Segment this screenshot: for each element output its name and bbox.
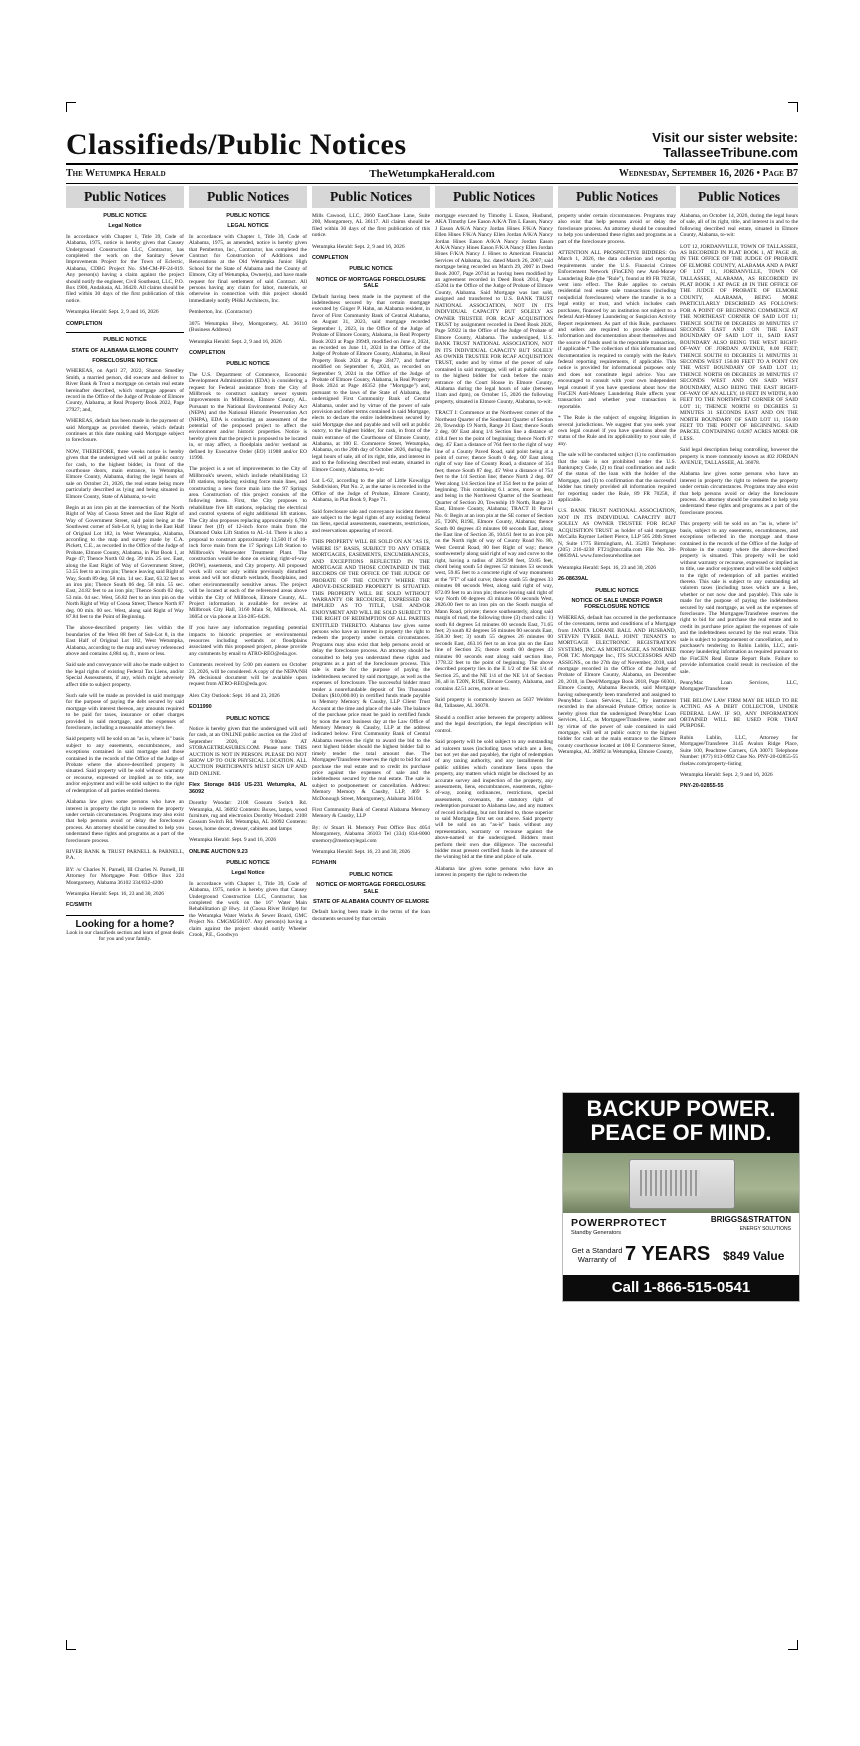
notice-paragraph: Wetumpka Herald: Sept. 2, 9 and 16, 2026 — [312, 243, 405, 250]
house-ad-title: Looking for a home? — [75, 918, 175, 930]
crop-mark — [797, 102, 798, 112]
paper-name: The Wetumpka Herald — [66, 168, 166, 179]
crop-mark — [788, 102, 798, 103]
notice-heading: LEGAL NOTICE — [227, 223, 269, 230]
notice-paragraph: property under certain circumstances. Programs may also exist that help persons avoid or delay the foreclosure process. An attorney should be consulted to help you understand these rights and programs as a part of the foreclosure process. — [558, 213, 676, 245]
notice-paragraph: Alabama law gives some persons who have an interest in property the right to redeem the property under certain circumstances. Programs may also exist that help persons avoid or delay the foreclosure process. An attorney should be consulted to help you understand these rights and programs as a part of the foreclosure process. — [680, 471, 798, 516]
notice-paragraph: Wetumpka Herald: Sept. 9 and 16, 2026 — [189, 837, 277, 844]
notice-paragraph: In accordance with Chapter 1, Title 39, Code of Alabama, 1975, as amended, notice is hereby given that Pemberton, Inc., Contractor, has completed the Contract for Construction of Additions and Renovations at the Old Wetumpka Junior High School for the State of Alabama and the County of Elmore, City of Wetumpka, Owner(s), and have made request for final settlement of said Contract. All persons having any claim for labor, materials, or otherwise in connection with this project should immediately notify PH&J Architects, Inc. — [189, 233, 307, 304]
notice-paragraph: Wetumpka Herald: Sept. 16, 23 and 30, 2026 — [558, 564, 657, 571]
paper-website[interactable]: TheWetumpkaHerald.com — [369, 168, 495, 180]
column-body — [312, 213, 430, 922]
column-header: Public Notices — [312, 186, 430, 208]
notice-paragraph: Comments received by 5:00 pm eastern on October 23, 2026, will be considered. A copy of the NEPA/NH PA decisional document will be available upon request from ATRO-REO@eda.gov. — [189, 662, 307, 688]
notice-paragraph: The sale will be conducted subject (1) to confirmation that the sale is not prohibited under the U.S. Bankruptcy Code, (2) to final confirmation and audit of the status of the loan with the holder of the Mortgage, and (3) to confirmation that the successful bidder has timely provided all information required for reporting under the Rule, 89 FR 70258, if applicable. — [558, 452, 676, 504]
column-body — [435, 213, 553, 879]
house-ad-text: Look in our classifieds section and learn of great deals for you and your family. — [66, 929, 184, 943]
notice-heading: PUBLIC NOTICE — [349, 871, 393, 878]
notice-paragraph: Alex City Outlook: Sept. 16 and 23, 2026 — [189, 692, 280, 699]
ad-headline-line: PEACE OF MIND. — [590, 1120, 772, 1145]
notice-paragraph: THIS PROPERTY WILL BE SOLD ON AN "AS IS, WHERE IS" BASIS, SUBJECT TO ANY OTHER MORTGAGES, EASEMENTS, ENCUMBRANCES, AND EXCEPTIONS REFLECTED IN THE MORTGAGE AND THOSE CONTAINED IN THE RECORDS OF THE OFFICE OF THE JUDGE OF PROBATE OF THE COUNTY WHERE THE ABOVE-DESCRIBED PROPERTY IS SITUATED. THIS PROPERTY WILL BE SOLD WITHOUT WARRANTY OR RECOURSE, EXPRESSED OR IMPLIED AS TO TITLE, USE AND/OR ENJOYMENT AND WILL BE SOLD SUBJECT TO THE RIGHT OF REDEMPTION OF ALL PARTIES ENTITLED THERETO. Alabama law gives some persons who have an interest in property the right to redeem the property under certain circumstances. Programs may also exist that help persons avoid or delay the foreclosure process. An attorney should be consulted to help you understand these rights and programs as a part of the foreclosure process. This sale is made for the purpose of paying the indebtedness secured by said mortgage, as well as the expenses of foreclosure. The successful bidder must tender a nonrefundable deposit of Ten Thousand Dollars ($10,000.00) in certified funds made payable to Memory Memory & Causby, LLP Client Trust Account at the time and place of the sale. The balance of the purchase price must be paid in certified funds by noon the next business day at the Law Office of Memory Memory & Causby, LLP at the address indicated below. First Community Bank of Central Alabama reserves the right to award the bid to the next highest bidder should the highest bidder fail to timely tender the total amount due. The Mortgagee/Transferee reserves the right to bid for and purchase the real estate and to credit its purchase price against the expenses of sale and the indebtedness secured by the real estate. The sale is subject to postponement or cancellation. Address: Memory Memory & Causby, LLP, 469 S. McDonough Street, Montgomery, Alabama 36104. — [312, 539, 430, 802]
notice-heading: PUBLIC NOTICE — [226, 361, 270, 368]
sister-site-link[interactable]: TallasseeTribune.com — [663, 145, 798, 160]
notice-paragraph: TRACT I: Commence at the Northwest corner of the Northeast Quarter of the Southeast Quarter of Section 20, Township 19 North, Range 21 East; thence South 2 deg. 00' East along 1/4 Section line a distance of 418.4 feet to the point of beginning; thence North 87 deg. 45' East a distance of 764 feet to the right of way line of a County Paved Road, said point being at a point of curve; thence South 0 deg. 00' East along right of way line of County Road, a distance of 354 feet; thence South 87 deg. 45' West a distance of 754 feet to the 1/4 Section line; thence North 2 deg. 00' West along 1/4 Section line of 354 feet to the point of beginning. This containing 6.1 acres, more or less, and being in the Northwest Quarter of the Southeast Quarter of Section 20, Township 19 North, Range 21 East, Elmore County, Alabama; TRACT II: Parcel No. 6: Begin at an iron pin at the SE corner of Section 25, T20N, R19E, Elmore County, Alabama; thence South 00 degrees 43 minutes 00 seconds East, along the East line of Section 36, 104.61 feet to an iron pin on the North right of way of County Road No. 80, West Central Road, 80 feet Right of way; thence southwesterly along said right of way and curve to the right, having a radius of 2829.98 feet, 59.85 feet, chord being south 54 degrees 52 minutes 53 seconds west, 59.85 feet to a concrete right of way monument at the "FT" of said curve; thence south 55 degrees 33 minutes 08 seconds West, along said right of way, 872.09 feet to an iron pin; thence leaving said right of way North 00 degrees 43 minutes 00 seconds West, 2826.00 feet to an iron pin on the South margin of Mann Road, private; thence southeasterly, along said margin of road, the following three (3) chord calls: 1) south 84 degrees 54 minutes 00 seconds East, 71.65 feet; 2) south 82 degrees 56 minutes 00 seconds East, 358.30 feet; 3) south 55 degrees 26 minutes 00 seconds East, 463.16 feet to an iron pin on the East line of Section 25; thence south 00 degrees 43 minutes 00 seconds east along said section line, 1778.32 feet to the point of beginning. The above described property lies in the E 1/2 of the SE 1/4 of Section 25, and the NE 1/4 of the NE 1/4 of Section 36, all in T20N, R19E, Elmore County, Alabama, and contains 42.51 acres, more or less. — [435, 410, 553, 692]
notice-paragraph: Wetumpka Herald: Sept. 16, 23 and 30, 2026 — [66, 890, 165, 897]
notice-column — [558, 186, 676, 1626]
crop-mark — [66, 102, 67, 112]
notice-paragraph: Pemberton, Inc. (Contractor) — [189, 309, 252, 316]
notice-paragraph: This property will be sold on an "as is, where is" basis, subject to any easements, encumbrances, and exceptions reflected in the mortgage and those contained in the records of the Office of the Judge of Probate in the county where the above-described property is situated. This property will be sold without warranty or recourse, expressed or implied as to title, use and/or enjoyment and will be sold subject to the right of redemption of all parties entitled thereto. This sale is subject to any outstanding ad valorem taxes (including taxes which are a lien, whether or not now due and payable). This sale is made for the purpose of paying the indebtedness secured by said mortgage, as well as the expenses of foreclosure. The Mortgagee/Transferee reserves the right to bid for and purchase the real estate and to credit its purchase price against the expenses of sale and the indebtedness secured by the real estate. This sale is subject to postponement or cancellation, and to purchaser's tendering to Rubin Lublin, LLC, anti-money laundering information as required pursuant to the FinCEN Real Estate Report Rule. Failure to provide information could result in rescission of the sale. — [680, 521, 798, 675]
notice-heading: NOTICE OF MORTGAGE FORECLOSURE SALE — [316, 276, 426, 290]
sister-site-label: Visit our sister website: — [652, 130, 798, 145]
notice-heading: PUBLIC NOTICE — [226, 213, 270, 219]
column-header: Public Notices — [435, 186, 553, 208]
notice-paragraph: WHEREAS, on April 27, 2022, Sharon Smedley Smith, a married person, did execute and deliver to River Bank & Trust a mortgage on certain real estate hereinafter described, which mortgage appears of record in the Office of the Judge of Probate of Elmore County, Alabama, at Real Property Book 2022, Page 27927; and, — [66, 368, 184, 413]
crop-mark — [788, 1649, 798, 1650]
notice-code: COMPLETION — [66, 320, 103, 327]
notice-paragraph: Alabama, on October 14, 2026, during the legal hours of sale, all of its right, title, and interest in and to the following described real estate, situated in Elmore County, Alabama, to-wit: — [680, 213, 798, 239]
notice-paragraph: The U.S. Department of Commerce, Economic Development Administration (EDA) is considering a request for Federal assistance from the City of Millbrook to construct sanitary sewer system improvements in Millbrook, Elmore County, AL. Pursuant to the National Environmental Policy Act (NEPA) and the National Historic Preservation Act (NHPA), EDA is conducting an assessment of the potential of the proposed project to affect the environment and/or historic properties. Notice is hereby given that the project is proposed to be located in, or may affect, a floodplain and/or wetland as defined by Executive Order (EO) 11988 and/or EO 11990. — [189, 371, 307, 461]
brand-logo-powerprotect: POWERPROTECT — [571, 1217, 667, 1229]
notice-paragraph: WHEREAS, default has been made in the payment of said Mortgage as provided therein, which default continues at this date making said Mortgage subject to foreclosure. — [66, 418, 184, 444]
notice-paragraph: Notice is hereby given that the undersigned will sell for cash, at an ONLINE public auction on the 23rd of September 2026, at 9:00am AT STORAGETREASURES.COM. Please note: THIS AUCTION IS NOT IN PERSON. PLEASE DO NOT SHOW UP TO OUR PHYSICAL LOCATION. ALL AUCTION PARTICIPANTS MUST SIGN UP AND BID ONLINE. — [189, 726, 307, 777]
notice-paragraph: Said sale and conveyance will also be made subject to the legal rights of existing Federal Tax Liens, and/or Special Assessments, if any, which might adversely affect title to subject property. — [66, 662, 184, 688]
notice-heading: STATE OF ALABAMA ELMORE COUNTY — [71, 347, 179, 354]
notice-paragraph: THE BELOW LAW FIRM MAY BE HELD TO BE ACTING AS A DEBT COLLECTOR, UNDER FEDERAL LAW. IF SO, ANY INFORMATION OBTAINED WILL BE USED FOR THAT PURPOSE. — [680, 697, 798, 730]
notice-paragraph: The project is a set of improvements to the City of Millbrook's sewers, which include rehabilitating 13 lift stations, replacing existing force main lines, and constructing a new force main into the 97 Springs area. Construction of this project consists of the following items. First, the City proposes to rehabilitate five lift stations, replacing the electrical and control systems of eight additional lift stations. The City also proposes replacing approximately 6,700 linear feet (lf) of 12-inch force main from the Diamond Oaks Lift Station to AL-14. There is also a proposal to construct approximately 13,500 lf of 10-inch force main from the 17 Springs Lift Station to Millbrook's Wastewater Treatment Plant. The construction would be done on existing right-of-way (ROW), easements, and City property. All proposed work will occur only within previously disturbed areas and will not disturb wetlands, floodplains, and other environmentally sensitive areas. The project will be located at each of the referenced areas above within the City of Millbrook, Elmore County, AL. Project information is available for review at Millbrook City Hall, 3160 Main St, Millbrook, AL 36054 or via phone at 334-285-6428. — [189, 466, 307, 620]
notice-column — [189, 186, 307, 1626]
notice-paragraph: NOW, THEREFORE, three weeks notice is hereby given that the undersigned will sell at public outcry for cash, to the highest bidder, in front of the courthouse doors, main entrance, in Wetumpka, Elmore County, Alabama, during the legal hours of sale on October 21, 2026, the real estate being more particularly described as lying and being situated in Elmore County, State of Alabama, to-wit: — [66, 448, 184, 500]
notice-paragraph: Alabama law gives some persons who have an interest in property the right to redeem the — [435, 865, 553, 879]
warranty-value: $849 Value — [723, 1249, 785, 1263]
notice-paragraph: Default having been made in the terms of the loan documents secured by that certain — [312, 909, 430, 922]
generator-icon — [629, 1159, 735, 1209]
notice-paragraph: Said foreclosure sale and conveyance incident thereto are subject to the legal rights of any existing federal tax liens, special assessments, easements, restrictions, and reservations appearing of record. — [312, 508, 430, 534]
notice-paragraph: Said property will be sold on an "as is, where is" basis subject to any easements, encumbrances, and exceptions contained in said mortgage and those contained in the records of the Office of the Judge of Probate where the above-described property is situated. Said property will be sold without warranty or recourse, expressed or implied as to title, use and/or enjoyment and will be sold subject to the right of redemption of all parties entitled thereto. — [66, 736, 184, 794]
notice-paragraph: U.S. BANK TRUST NATIONAL ASSOCIATION, NOT IN ITS INDIVIDUAL CAPACITY BUT SOLELY AS OWNER TRUSTEE FOR RCAF ACQUISITION TRUST as holder of said mortgage McCalla Raymer Leibert Pierce, LLP 505 20th Street N, Suite 1775 Birmingham, AL 35203 Telephone: (205) 216-4238 FT21@mccalla.com File No. 26-08639AL www.foreclosurehotline.net — [558, 508, 676, 560]
crop-mark — [66, 102, 76, 103]
notice-paragraph: In accordance with Chapter 1, Title 39, Code of Alabama, 1975, notice is hereby given that Causey Underground Construction LLC, Contractor, has completed the work on the 16" Water Main Rehabilitation @ Hwy. 14 (Coosa River Bridge) for the Wetumpka Water Works & Sewer Board, GMC Project No. CMGM250107. Any person(s) having a claim against the project should notify Wheeler Crook, P.E., Goodwyn — [189, 880, 307, 938]
brand-tagline: Standby Generators — [571, 1230, 622, 1236]
notice-paragraph: 3075 Wetumpka Hwy, Montgomery, AL 36110 (Business Address) — [189, 320, 307, 334]
notice-paragraph: Wetumpka Herald: Sept. 2, 9 and 16, 2026 — [66, 309, 159, 316]
notice-heading: NOTICE OF MORTGAGE FORECLOSURE SALE — [316, 882, 426, 895]
ad-headline — [563, 1097, 799, 1145]
warranty-offer — [571, 1243, 791, 1271]
notice-code: EO11990 — [189, 704, 212, 711]
notice-code: COMPLETION — [189, 349, 226, 356]
notice-paragraph: First Community Bank of Central Alabama Memory Memory & Causby, LLP — [312, 806, 430, 820]
header-rule — [66, 163, 798, 165]
notice-paragraph: If you have any information regarding potential impacts to historic properties or environmental resources including wetlands or floodplains associated with this proposed project, please provide any comments by email to ATRO-REO@eda.gov. — [189, 625, 307, 657]
notice-code: Flex Storage 8416 US-231 Wetumpka, AL 36092 — [189, 782, 307, 795]
notice-paragraph: Begin at an iron pin at the intersection of the North Right of Way of Coosa Street and the East Right of Way of Government Street, said point being at the Southwest corner of Sub-Lot 8, lying in the East Half of Original Lot 182, in West Wetumpka, Alabama, according to the map and survey made by C.A. Pickett, C.E., as recorded in the Office of the Judge of Probate, Elmore County, Alabama, in Plat Book 1, at Page 47; Thence North 02 deg. 39 min. 25 sec. East, along the East Right of Way of Government Street, 53.55 feet to an iron pin; Thence leaving said Right of Way, South 89 deg. 58 min. 14 sec. East, 63.32 feet to an iron pin; Thence South 06 deg. 58 min. 55 sec. East, 24.82 feet to an iron pin; Thence South 02 deg. 53 min. 04 sec. West, 56.82 feet to an iron pin on the North Right of Way of Coosa Street; Thence North 87 deg. 00 min. 00 sec. West, along said Right of Way 87.84 feet to the Point of Beginning. — [66, 505, 184, 620]
notice-paragraph: Should a conflict arise between the property address and the legal description, the legal description will control. — [435, 714, 553, 734]
notice-heading: PUBLIC NOTICE — [595, 587, 639, 594]
notice-heading: PUBLIC NOTICE — [226, 859, 270, 866]
notice-paragraph: Lot L-62, according to the plat of Little Kowaliga Subdivision, Plat No. 2, as the same is recorded in the Office of the Judge of Probate, Elmore County, Alabama, in Plat Book 9, Page 71. — [312, 478, 430, 504]
notice-paragraph: Wetumpka Herald: Sept. 16, 23 and 30, 2026 — [312, 848, 411, 855]
generator-ad[interactable] — [562, 1092, 800, 1302]
notice-paragraph: WHEREAS, default has occurred in the performance of the covenants, terms and conditions of a Mortgage from JANITA LORANE BALL AND HUSBAND, STEVEN TYREE BALL JOINT TENANTS to MORTGAGE ELECTRONIC REGISTRATION SYSTEMS, INC. AS MORTGAGEE, AS NOMINEE FOR TJC Mortgage Inc., ITS SUCCESSORS AND ASSIGNS., on the 27th day of November, 2018, said mortgage recorded in the Office of the Judge of Probate of Elmore County, Alabama, on December 20, 2018, in Deed/Mortgage Book 2018, Page 60301, Elmore County, Alabama Records, said Mortgage having subsequently been transferred and assigned to PennyMac Loan Services, LLC, by instrument recorded in the aforesaid Probate Office; notice is hereby given that the undersigned PennyMac Loan Services, LLC, as Mortgagee/Transferee, under and by virtue of the power of sale contained in said mortgage, will sell at public outcry to the highest bidder for cash at the main entrance to the Elmore county courthouse located at 100 E Commerce Street, Wetumpka, AL 36092 in Wetumpka, Elmore County, — [558, 614, 676, 756]
notice-column — [312, 186, 430, 1626]
brand-subline: ENERGY SOLUTIONS — [739, 1226, 791, 1232]
ad-headline-band — [563, 1093, 799, 1153]
crop-mark — [66, 1649, 76, 1650]
notice-paragraph: Default having been made in the payment of the indebtedness secured by that certain mortgage executed by Ginger P. Hahn, an Alabama resident, in favor of First Community Bank of Central Alabama, on August 31, 2023, said mortgage recorded September 1, 2023, in the Office of the Judge of Probate of Elmore County, Alabama, in Real Property Book 2023 at Page 39949, modified on June 4, 2024, as recorded on June 11, 2024 in the Office of the Judge of Probate of Elmore County, Alabama, in Real Property Book 2024 at Page 28477, and further modified on September 6, 2024, as recorded on September 9, 2024 in the Office of the Judge of Probate of Elmore County, Alabama, in Real Property Book 2024 at Page 46352 (the "Mortgage") and, pursuant to the laws of the State of Alabama, the undersigned First Community Bank of Central Alabama, under and by virtue of the power of sale provision and other terms contained in said Mortgage, elects to declare the entire indebtedness secured by said Mortgage due and payable and will sell at public outcry, to the highest bidder, for cash, in front of the main entrance of the Courthouse of Elmore County, Alabama, at 100 E. Commerce Street, Wetumpka, Alabama, on the 20th day of October 2026, during the legal hours of sale, all of its right, title, and interest in and to the following described real estate, situated in Elmore County, Alabama, to-wit: — [312, 293, 430, 473]
column-header: Public Notices — [680, 186, 798, 208]
notice-paragraph: Said property is commonly known as 5637 Weldon Rd, Tallassee, AL 36078. — [435, 697, 553, 710]
notice-paragraph: RIVER BANK & TRUST PARNELL & PARNELL, P.A. — [66, 848, 184, 862]
notice-paragraph: mortgage executed by Timothy L Eason, Husband, AKA Timothy Lee Eason A/K/A Tim L Eason, Nancy J Eason A/K/A Nancy Jordan Hines F/K/A Nancy Ellen Hines F/K/A Nancy Ellen Jordan A/K/A Nancy Jordan Hines Eason A/K/A Nancy Jordan Eason A/K/A Nancy Hines Eason F/K/A Nancy Ellen Jordan Hines F/K/A Nancy J. Hines to American Financial Services of Alabama, Inc. dated March 26, 2007; said mortgage being recorded on March 29, 2007 in Deed Book 2007, Page 20744 as having been modified by an agreement recorded in Deed Book 2014, Page 45204 in the Office of the Judge of Probate of Elmore County, Alabama. Said Mortgage was last sold, assigned and transferred to U.S. BANK TRUST NATIONAL ASSOCIATION, NOT IN ITS INDIVIDUAL CAPACITY BUT SOLELY AS OWNER TRUSTEE FOR RCAF ACQUISITION TRUST by assignment recorded in Deed Book 2026, Page 50922 in the Office of the Judge of Probate of Elmore County, Alabama. The undersigned, U.S. BANK TRUST NATIONAL ASSOCIATION, NOT IN ITS INDIVIDUAL CAPACITY BUT SOLELY AS OWNER TRUSTEE FOR RCAF ACQUISITION TRUST, under and by virtue of the power of sale contained in said mortgage, will sell at public outcry to the highest bidder for cash before the main entrance of the Court House in Elmore County, Alabama during the legal hours of sale (between 11am and 4pm), on October 15, 2026 the following property, situated in Elmore County, Alabama, to-wit: — [435, 213, 553, 405]
divider — [66, 332, 184, 333]
notice-heading: Legal Notice — [231, 870, 265, 877]
notice-paragraph: Wetumpka Herald: Sept. 2, 9 and 16, 2026 — [680, 771, 773, 778]
notice-paragraph: Rubin Lublin, LLC, Attorney for Mortgagee/Transferee 3145 Avalon Ridge Place, Suite 100, Peachtree Corners, GA 30071 Telephone Number: (877) 813-0992 Case No. PNY-20-02855-55 rlselaw.com/property-listing — [680, 734, 798, 767]
column-body — [558, 213, 676, 756]
column-header: Public Notices — [558, 186, 676, 208]
warranty-years: 7 YEARS — [625, 1243, 711, 1265]
folio-rule — [66, 183, 798, 184]
notice-paragraph: * The Rule is the subject of ongoing litigation in several jurisdictions. We suggest that you seek your own legal counsel if you have questions about the status of the Rule and its applicability to your sale, if any. — [558, 415, 676, 447]
section-title: Classifieds/Public Notices — [66, 128, 407, 161]
notice-paragraph: Said property will be sold subject to any outstanding ad valorem taxes (including taxes which are a lien, but not yet due and payable), the right of redemption of any taxing authority, and any installments for public utilities which constitute liens upon the property, any matters which might be disclosed by an accurate survey and inspection of the property, any assessments, liens, encumbrances, easements, rights-of-way, zoning ordinances, restrictions, special assessments, covenants, the statutory right of redemption pursuant to Alabama law, and any matters of record including, but not limited to, those superior to said Mortgage first set out above. Said property will be sold on an "as-is" basis without any representation, warranty or recourse against the above-named or the undersigned. Bidders must perform their own due diligence. The successful bidder must present certified funds in the amount of the winning bid at the time and place of sale. — [435, 739, 553, 861]
notice-paragraph: Wetumpka Herald: Sept. 2, 9 and 16, 2026 — [189, 338, 282, 345]
notice-heading: PUBLIC NOTICE — [349, 266, 393, 273]
notice-paragraph: ATTENTION ALL PROSPECTIVE BIDDERS: On March 1, 2026, the data collection and reporting requirements under the U.S. Financial Crimes Enforcement Network (FinCEN) new Anti-Money Laundering Rule (the "Rule"), found at 89 FR 70258, went into effect. The Rule applies to certain residential real estate sale transactions (including nonjudicial foreclosures) where the transfer is to a legal entity or trust, and which includes cash purchases, financed by an institution not subject to a federal Anti-Money Laundering or Suspicion Activity Report requirement. As part of this Rule, purchasers and sellers are required to provide additional information and documentation about themselves and the source of funds used in the reportable transaction, if applicable.* The collection of this information and documentation is required to comply with the Rule's federal reporting requirements, if applicable. This notice is provided for informational purposes only and does not constitute legal advice. You are encouraged to consult with your own independent legal counsel if you have questions about how the FinCEN Anti-Money Laundering Rule affects your transaction and whether your transaction is reportable. — [558, 250, 676, 410]
notice-column — [680, 186, 798, 1626]
generator-grille — [640, 1170, 700, 1196]
notice-paragraph: BY: /s/ Charles N. Parnell, III Charles N. Parnell, III Attorney for Mortgagee Post Office Box 224 Montgomery, Alabama 36102 334/832-4200 — [66, 866, 184, 886]
notice-heading: STATE OF ALABAMA COUNTY OF ELMORE — [312, 899, 430, 905]
notice-code: COMPLETION — [312, 255, 349, 262]
column-body — [680, 213, 798, 790]
notice-heading: NOTICE OF SALE UNDER POWER FORECLOSURE NOTICE — [571, 597, 663, 611]
house-ad — [66, 915, 184, 943]
notice-heading: PUBLIC NOTICE — [226, 715, 270, 722]
ad-phone-number[interactable]: Call 1-866-515-0541 — [563, 1275, 799, 1301]
divider — [66, 915, 184, 916]
notice-paragraph: Such sale will be made as provided in said mortgage for the purpose of paying the debt secured by said mortgage with interest thereon, any amounts required to be paid for taxes, insurance or other charges provided in said mortgage, and the expenses of foreclosure, including a reasonable attorney's fee. — [66, 693, 184, 732]
notice-paragraph: The above-described property lies within the boundaries of the West 88 feet of Sub-Lot 8, in the East Half of Original Lot 182, West Wetumpka, Alabama, according to the map and survey referenced above and contains 4,884 sq. ft., more or less. — [66, 625, 184, 657]
notice-heading: PUBLIC NOTICE — [103, 213, 147, 219]
sister-site-promo — [652, 130, 798, 160]
notice-paragraph: Alabama law gives some persons who have an interest in property the right to redeem the property under certain circumstances. Programs may also exist that help persons avoid or delay the foreclosure process. An attorney should be consulted to help you understand these rights and programs as a part of the foreclosure process. — [66, 799, 184, 844]
ad-headline-line: BACKUP POWER. — [586, 1096, 776, 1121]
notice-paragraph: By: /s/ Stuart H. Memory Post Office Box 4054 Montgomery, Alabama 36103 Tel (334) 834-8000 smemory@memorylegal.com — [312, 824, 430, 844]
column-header: Public Notices — [66, 186, 184, 208]
notice-columns — [66, 186, 798, 1626]
notice-paragraph: Dorothy Woodar: 2108 Gossum Switch Rd. Wetumpka, AL 36092 Contents: Boxes, lamps, wood furniture, rug and electronics Dorothy Woodard: 2108 Gossum Switch Rd. Wetumpka, AL 36092 Contents: boxes, home decor, dresser, cabinets and lamps — [189, 800, 307, 832]
notice-paragraph: Said legal description being controlling, however the property is more commonly known as 402 JORDAN AVENUE, TALLASSEE, AL 36078. — [680, 447, 798, 467]
brand-logo-briggs: BRIGGS&STRATTON — [710, 1215, 791, 1224]
notice-paragraph: Mills Cawood, LLC, 2660 EastChase Lane, Suite 200, Montgomery, AL 36117. All claims should be filed within 30 days of the first publication of this notice. — [312, 213, 430, 239]
notice-code: PNY-20-02855-55 — [680, 783, 724, 790]
column-header: Public Notices — [189, 186, 307, 208]
notice-column — [435, 186, 553, 1626]
notice-code: FC/SMITH — [66, 902, 92, 909]
notice-paragraph: LOT 12, JORDANVILLE, TOWN OF TALLASSEE, AS RECORDED IN PLAT BOOK 1, AT PAGE 48, IN THE OFFICE OF THE JUDGE OF PROBATE OF ELMORE COUNTY, ALABAMA AND A PART OF LOT 11, JORDANVILLE, TOWN OF TALLASSEE, ALABAMA, AS RECORDED IN PLAT BOOK 1 AT PAGE 48 IN THE OFFICE OF THE JUDGE OF PROBATE OF ELMORE COUNTY, ALABAMA, BEING MORE PARTICULARLY DESCRIBED AS FOLLOWS: FOR A POINT OF BEGINNING COMMENCE AT THE NORTHEAST CORNER OF SAID LOT 11; THENCE SOUTH 08 DEGREES 38 MINUTES 17 SECONDS EAST AND ON THE EAST BOUNDARY OF SAID LOT 11, SAID EAST BOUNDARY ALSO BEING THE WEST RIGHT-OF-WAY OF JORDAN AVENUE, 8.00 FEET; THENCE SOUTH 81 DEGREES 51 MINUTES 31 SECONDS WEST 156.00 FEET TO A POINT ON THE WEST BOUNDARY OF SAID LOT 11; THENCE NORTH 08 DEGREES 38 MINUTES 17 SECONDS WEST AND ON SAID WEST BOUNDARY, ALSO BEING THE EAST RIGHT-OF-WAY OF AN ALLEY, 10 FEET IN WIDTH, 8.00 FEET TO THE NORTHWEST CORNER OF SAID LOT 11; THENCE NORTH 81 DEGREES 51 MINUTES 31 SECONDS EAST AND ON THE NORTH BOUNDARY OF SAID LOT 11, 156.00 FEET TO THE POINT OF BEGINNING. SAID PARCEL CONTAINING 0.0287 ACRES MORE OR LESS. — [680, 243, 798, 442]
date-and-page: Wednesday, September 16, 2026 • Page B7 — [618, 168, 798, 179]
folio-line — [66, 168, 798, 182]
column-body — [189, 213, 307, 938]
notice-heading: Legal Notice — [108, 223, 142, 230]
notice-paragraph: PennyMac Loan Services, LLC, Mortgagee/Transferee — [680, 680, 798, 693]
notice-code: ONLINE AUCTION 9.23 — [189, 848, 248, 855]
notice-code: FC/HAHN — [312, 860, 337, 867]
notice-paragraph: In accordance with Chapter 1, Title 39, Code of Alabama, 1975, notice is hereby given that Causey Underground Construction LLC, Contractor, has completed the work on the Sanitary Sewer Improvements Project for the Town of Eclectic, Alabama, CDBG Project No. SM-CM-PF-24-019. Any person(s) having a claim against the project should notify the engineer, Civil Southeast, LLC, P.O. Box 1900, Andalusia, AL 36420. All claims should be filed within 30 days of the first publication of this notice. — [66, 233, 184, 304]
generator-photo — [563, 1153, 799, 1213]
notice-column — [66, 186, 184, 1626]
notice-code: 26-08639AL — [558, 576, 589, 583]
notice-heading: PUBLIC NOTICE — [103, 337, 147, 344]
warranty-label: Get a Standard Warranty of — [571, 1246, 623, 1264]
column-body — [66, 213, 184, 909]
notice-heading: FORECLOSURE NOTICE — [92, 357, 158, 364]
